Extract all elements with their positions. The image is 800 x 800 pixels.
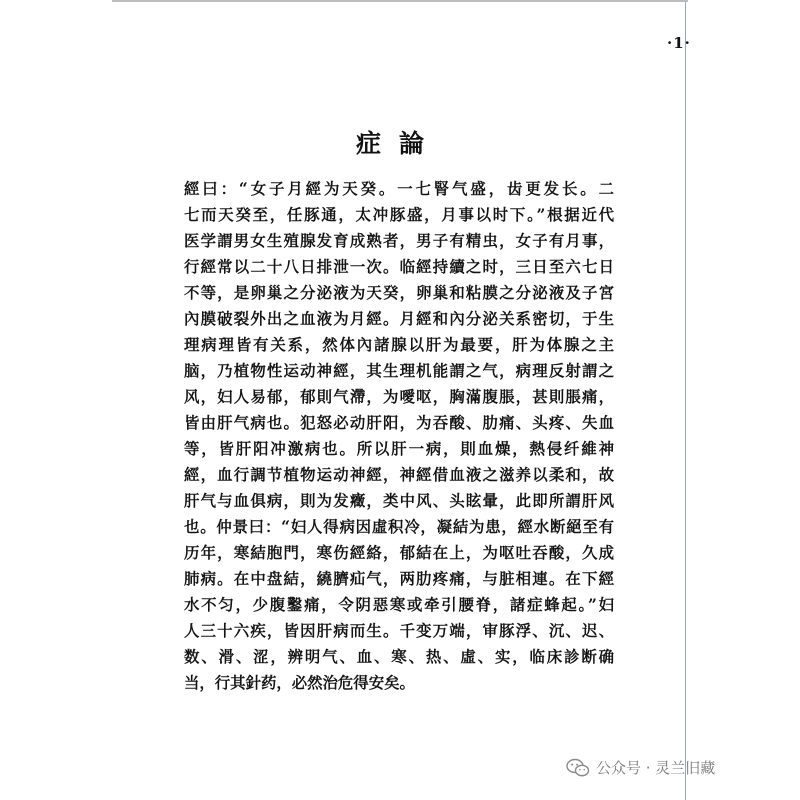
scanned-page — [112, 2, 691, 800]
text-line: 皆由肝气病也。犯怒必动肝阳，为吞酸、肋痛、头疼、失血 — [184, 414, 614, 432]
page-title: 症論 — [355, 129, 442, 158]
text-line: 肝气与血俱病，則为发癥，类中风、头眩暈，此即所謂肝风 — [184, 492, 614, 510]
text-line: 人三十六疾，皆因肝病而生。千变万端，审豚浮、沉、迟、 — [184, 622, 614, 640]
text-line: 脑，乃植物性运动神經，其生理机能謂之气，病理反射謂之 — [184, 362, 614, 380]
body-text — [184, 176, 614, 696]
text-line: 水不匀，少腹鑿痛，令阴惡寒或牵引腰脊，諸症蜂起。”妇 — [184, 596, 614, 614]
text-line: 內膜破裂外出之血液为月經。月經和內分泌关系密切，于生 — [184, 310, 614, 328]
text-line: 医学謂男女生殖腺发育成熟者，男子有精虫，女子有月事， — [184, 232, 614, 250]
watermark — [566, 757, 715, 778]
text-line: 行經常以二十八日排泄一次。临經持續之时，三日至六七日 — [184, 258, 614, 276]
text-line: 不等，是卵巢之分泌液为天癸，卵巢和粘膜之分泌液及子宮 — [184, 284, 614, 302]
text-line: 肺病。在中盘結，繞臍疝气，两肋疼痛，与脏相連。在下經 — [184, 570, 614, 588]
wechat-icon — [566, 758, 590, 778]
text-line: 七而天癸至，任豚通，太冲豚盛，月事以时下。”根据近代 — [184, 206, 614, 224]
text-line: 等，皆肝阳冲激病也。所以肝一病，則血燥，熱侵纤維神 — [184, 440, 614, 458]
text-line: 历年，寒結胞門，寒伤經絡，郁結在上，为呕吐吞酸，久成 — [184, 544, 614, 562]
text-line: 也。仲景曰：“妇人得病因虛积冷，凝結为患，經水断絕至有 — [184, 518, 614, 536]
text-line: 数、滑、涩，辨明气、血、寒、热、虛、实，临床診断确 — [184, 648, 614, 666]
text-line: 风，妇人易郁，郁則气滯，为噯呕，胸滿腹脹，甚則脹痛， — [184, 388, 614, 406]
watermark-text: 公众号 · 灵兰旧藏 — [596, 759, 716, 777]
text-line: 經，血行調节植物运动神經，神經借血液之滋养以柔和，故 — [184, 466, 614, 484]
page-number: ·1· — [667, 34, 691, 52]
text-line: 理病理皆有关系，然体內諸腺以肝为最要，肝为体腺之主 — [184, 336, 614, 354]
text-line: 經曰：“女子月經为天癸。一七腎气盛，齿更发长。二 — [184, 180, 614, 198]
text-line: 当，行其針药，必然治危得安矣。 — [184, 674, 415, 692]
